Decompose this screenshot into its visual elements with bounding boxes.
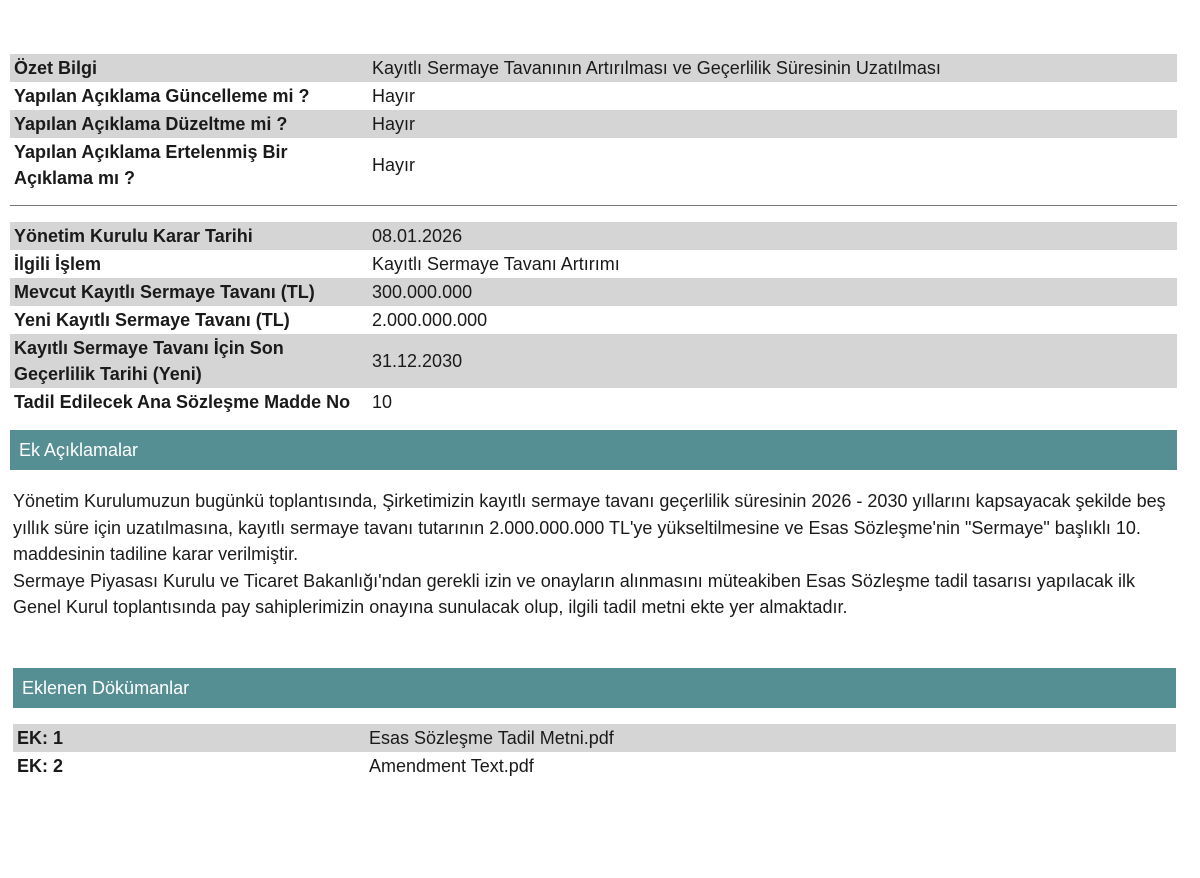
- disclosure-content: [10, 54, 1177, 780]
- details-row: [10, 278, 1177, 306]
- summary-row: [10, 110, 1177, 138]
- document-link[interactable]: Amendment Text.pdf: [369, 755, 534, 776]
- details-label: Tadil Edilecek Ana Sözleşme Madde No: [14, 392, 351, 412]
- details-value: 300.000.000: [362, 278, 1177, 306]
- details-label: Yeni Kayıtlı Sermaye Tavanı (TL): [14, 310, 290, 330]
- additional-text: [10, 470, 1177, 621]
- additional-paragraph: Yönetim Kurulumuzun bugünkü toplantısında, Şirketimizin kayıtlı sermaye tavanı geçerlilik süresinin 2026 - 2030 yıllarını kapsayacak şekilde beş yıllık süre için uzatılmasına, kayıtlı sermaye tavanı tutarının 2.000.000.000 TL'ye yükseltilmesine ve Esas Sözleşme'nin "Sermaye" başlıklı 10. maddesinin tadiline karar verilmiştir.: [13, 491, 1166, 564]
- document-row: [13, 752, 1176, 780]
- summary-table: [10, 54, 1177, 192]
- summary-label: Yapılan Açıklama Güncelleme mi ?: [14, 86, 310, 106]
- summary-value: Hayır: [372, 155, 416, 175]
- section-divider: [10, 205, 1177, 206]
- document-label: EK: 2: [17, 755, 64, 776]
- details-table: [10, 222, 1177, 416]
- details-row: [10, 306, 1177, 334]
- details-value: 2.000.000.000: [372, 310, 488, 330]
- additional-header: Ek Açıklamalar: [10, 430, 1177, 470]
- details-label: Mevcut Kayıtlı Sermaye Tavanı (TL): [10, 278, 362, 306]
- details-row: [10, 222, 1177, 250]
- details-value: 08.01.2026: [362, 222, 1177, 250]
- details-row: [10, 334, 1177, 388]
- details-value: 31.12.2030: [362, 334, 1177, 388]
- document-link[interactable]: Esas Sözleşme Tadil Metni.pdf: [357, 724, 1176, 752]
- details-label: İlgili İşlem: [14, 254, 102, 274]
- details-value: Kayıtlı Sermaye Tavanı Artırımı: [372, 254, 620, 274]
- summary-value: Kayıtlı Sermaye Tavanının Artırılması ve Geçerlilik Süresinin Uzatılması: [362, 54, 1177, 82]
- summary-row: [10, 82, 1177, 110]
- details-value: 10: [372, 392, 393, 412]
- summary-label: Yapılan Açıklama Düzeltme mi ?: [10, 110, 362, 138]
- details-row: [10, 388, 1177, 416]
- summary-label: Özet Bilgi: [10, 54, 362, 82]
- summary-label: Yapılan Açıklama Ertelenmiş Bir Açıklama mı ?: [14, 142, 288, 188]
- document-label: EK: 1: [13, 724, 357, 752]
- details-label: Kayıtlı Sermaye Tavanı İçin Son Geçerlilik Tarihi (Yeni): [10, 334, 362, 388]
- documents-table: [13, 724, 1176, 780]
- details-label: Yönetim Kurulu Karar Tarihi: [10, 222, 362, 250]
- document-row: [13, 724, 1176, 752]
- details-row: [10, 250, 1177, 278]
- documents-header: Eklenen Dökümanlar: [13, 668, 1176, 708]
- summary-row: [10, 138, 1177, 192]
- summary-row: [10, 54, 1177, 82]
- additional-paragraph: Sermaye Piyasası Kurulu ve Ticaret Bakanlığı'ndan gerekli izin ve onayların alınmasını müteakiben Esas Sözleşme tadil tasarısı yapılacak ilk Genel Kurul toplantısında pay sahiplerimizin onayına sunulacak olup, ilgili tadil metni ekte yer almaktadır.: [13, 570, 1135, 617]
- summary-value: Hayır: [372, 86, 416, 106]
- summary-value: Hayır: [362, 110, 1177, 138]
